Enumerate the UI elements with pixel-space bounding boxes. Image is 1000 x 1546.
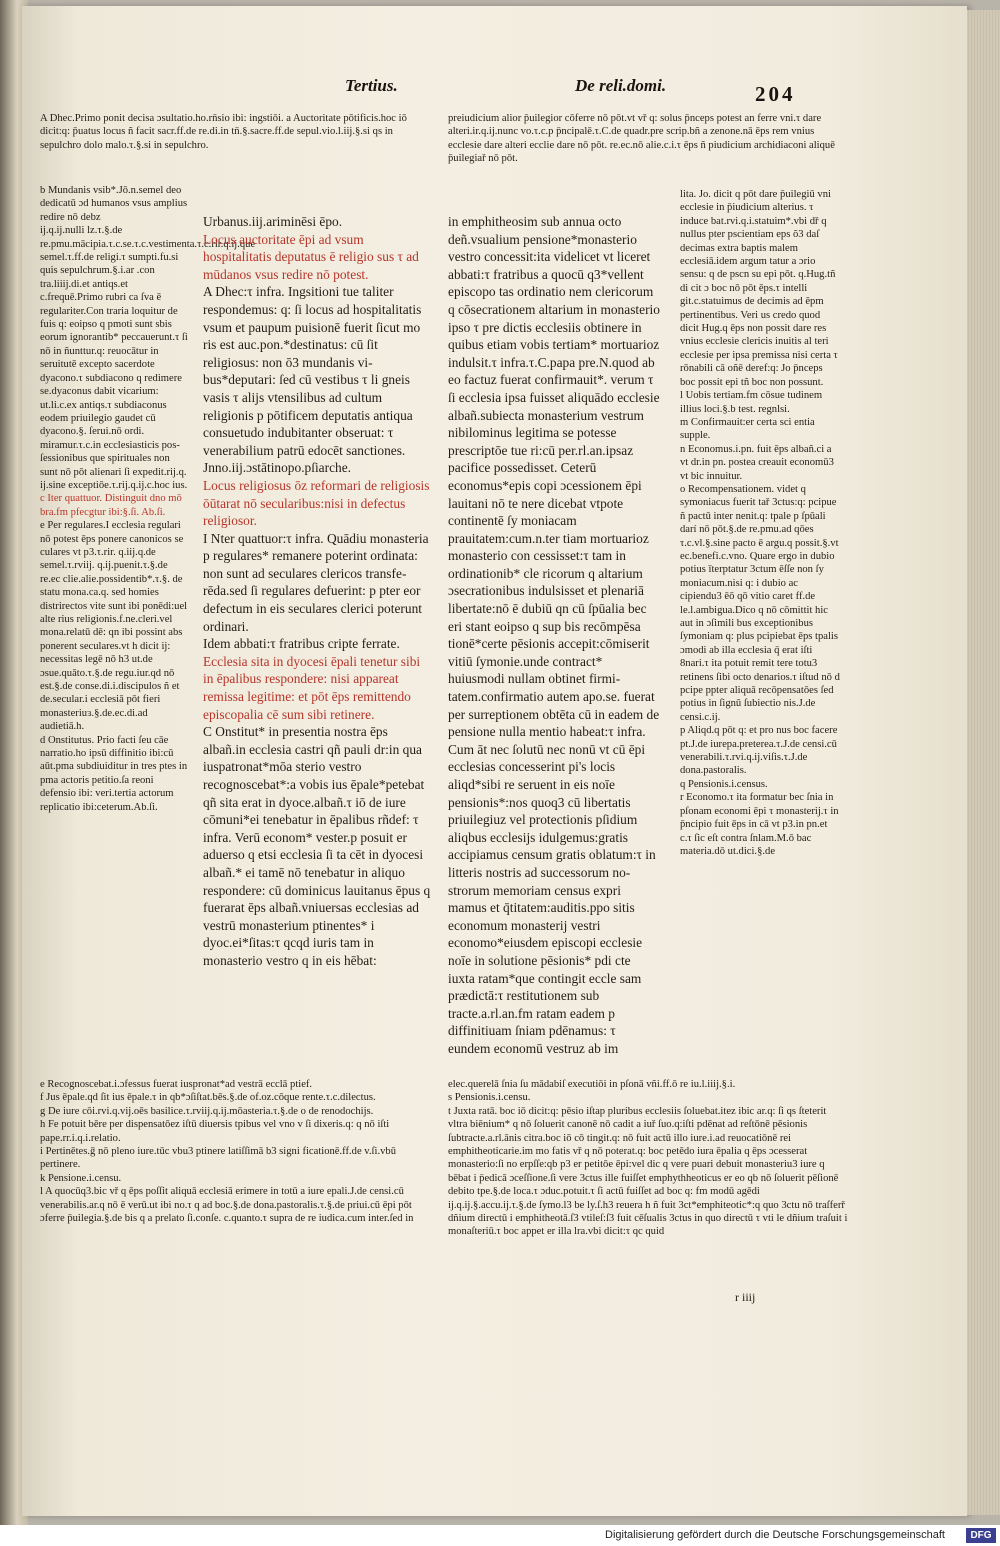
rubric-summary-1: Locus auctoritate ēpi ad vsum hospitalitatis deputatus ē religio sus τ ad mūdanos vsus redire nō potest. [203, 231, 419, 282]
rubric-summary-2: Locus religiosus ōz reformari de religiosis ōūtarat nō secularibus:nisi in defectus religiosor. [203, 477, 430, 529]
foot-gloss-i: i Pertinētes.ḡ nō pleno iure.tūc vbu3 ptinere latiſſimā b3 signi ficationē.ff.de v.ſi.vbū pertinere. [40, 1146, 396, 1171]
top-gloss-left: A Dhec.Primo ponit decisa ɔsultatio.ho.rn̄sio ibi: ingstiōi. a Auctoritate pōtificis.hoc iō dicit:q: p̄uatus locus ñ facit sacr.ff.de re.di.in tn̄.§.sacre.ff.de sepul.vio.l.iij.§.si qs in sepulchro dolo malo.τ.§.si in sepulchro. [40, 113, 407, 151]
printer-signature-mark: r iiij [735, 1290, 756, 1304]
rubric-author-2: Jnno.iij.ɔstātinopo.pſiarche. [203, 460, 352, 476]
gloss-entry-r: r Economo.τ ita formatur bec ſnia in pſonam economi ēpi τ monasterij.τ in p̄ncipio fuit ēps in cā vt p3.in pn.et c.τ ſic eſt contra ſnlam.M.ō bac materia.dō ut.dici.§.de [680, 792, 839, 857]
funding-notice: Digitalisierung gefördert durch die Deutsche Forschungsgemeinschaft [605, 1529, 945, 1541]
rubric-summary-3: Ecclesia sita in dyocesi ēpali tenetur sibi in ēpalibus respondere: nisi appareat remissa legitime: et pōt ēps remittendo episcopalia cē sum sibi retinere. [203, 653, 421, 722]
gloss-entry-n: n Economus.i.pn. fuit ēps albañ.ci a vt dr.in pn. postea creauit economū3 vt bic innuitur. [680, 443, 834, 482]
gloss-entry-c: c Iter quattuor. Distinguit dno mō bra.fm pfecgtur ibi:§.ſi. Ab.ſi. [40, 493, 182, 518]
foot-gloss-h: h Fe potuit bēre per dispensatōez iſtū diuersis tpibus vel vno v ſi dixeris.q: q nō iſti pape.rr.i.q.i.relatio. [40, 1119, 390, 1144]
top-gloss-right: preiudicium alior p̄uilegior cōferre nō pōt.vt vř q: solus p̄nceps potest an ferre vni.τ dare alteri.ir.q.ij.nunc vo.τ.c.p p̄ncipalē.τ.C.de quadr.pre scrip.bñ a zenone.nā ēps rem vnius ecclesie dare alteri ecclie dare nō pōt. re.ec.nō alie.c.i.τ ēps ñ piudicium archidiaconi aliquē p̄uilegiař nō pōt. [448, 113, 835, 165]
foot-gloss-e: e Recognoscebat.i.ɔfessus fuerat iuspronat*ad vestrā ecclā ptief. [40, 1079, 313, 1090]
bottom-gloss-left [40, 1078, 420, 1278]
gloss-entry-d: d Onstitutus. Prio facti ſeu cāe narratio.ho ipsū diffinitio ibi:cū aūt.pma subdiuiditur in tres ptes in pma actoris petitio.ſa reoni defensio ibi: veri.tertia actorum replicatio ibi:ceterum.Ab.ſi. [40, 734, 188, 813]
foot-gloss-s: s Pensionis.i.censu. [448, 1092, 531, 1104]
decretal-paragraph-1: A Dhec:τ infra. Ingsitioni tue taliter respondemus: q: ſi locus ad hospitalitatis vsum et paupum puisionē fuerit ſicut mo ris est auc.pon.*destinatus: cū ſit religiosus: non ō3 mundanis vibus*deputari: ſed cū vestibus τ li gneis vasis τ alijs vtensilibus ad cultum religionis p pōtificem deputatis antiqua consuetudo indubitanter obseruat: τ venerabilium patrū edocēt sanctiones. [203, 284, 422, 458]
bottom-gloss-right [448, 1078, 848, 1283]
decretal-paragraph-3: C Onstitut* in presentia nostra ēps albañ.in ecclesia castri qñ pauli dr:in qua iuspatronat*mōa sterio vestro recognoscebat*:a vobis ius ēpale*petebat qñ sita erat in dyoce.albañ.τ iō de iure cōmuni*ei tenebatur in ēpalibus rñdef: τ infra. Verū econom* vester.p posuit er aduerso q etsi ecclesia ſi ta cēt in dyocesi albañ.* ei tamē nō tenebatur in aliquo respondere: cū dominicus lauitanus ēpus q fuerarat ēps albañ.vniuersas ecclesias ad vestrū monasterium ptinentes* i dyoc.ei*ſitas:τ qcqd iuris tam in monasterio vestro q in eis hēbat: [203, 724, 431, 968]
gloss-entry-e: e Per regulares.I ecclesia regulari nō potest ēps ponere canonicos se culares vt p3.τ.rir. q.iij.q.de semel.τ.rviij. q.ij.puenit.τ.§.de re.ec clie.alie.possidentib*.τ.§. de statu mona.ca.q. sed homies distrirectos vite sunt ibi ponēdi:uel alte rius religionis.f.ne.cleri.vel mona.relatū dē: qn ibi possint abs ponerent seculares.vt h dicit ij: necessitas legē nō h3 ut.de ɔsue.quāto.τ.§.de regu.iur.qd nō est.§.de conse.di.i.discipulos ñ et de.secular.i ecclesiā pōt fieri monasteriuɜ.§.de.ec.di.ad audietiā.h. [40, 520, 188, 733]
foot-gloss-l: l A quocūq3.bic vř q ēps poſſit aliquā ecclesiā erimere in totū a iure epali.J.de censi.cū venerabilis.ar.q nō ē verū.ut ibi no.τ q ad boc.§.de dona.pastoralis.τ.§.de priui.cū ēpi pōt ɔferre p̄uilegia.§.de bis q a prelato ſi.conſe. c.quanto.τ supra de re iudica.cum inter.ſed in [40, 1186, 414, 1225]
foot-gloss-cont: elec.querelā ſnia ſu mādabiſ executiōi in pſonā vñi.ff.ō re iu.l.iiij.§.i. [448, 1079, 736, 1090]
foot-gloss-k: k Pensione.i.censu. [40, 1172, 122, 1184]
gloss-entry-p: p Aliqd.q pōt q: et pro nus boc facere pt.J.de iurepa.preterea.τ.J.de censi.cū venerabili.τ.rvi.q.ij.viſis.τ.J.de dona.pastoralis. [680, 725, 838, 777]
rubric-author-1: Urbanus.iij.ariminēsi ēpo. [203, 214, 343, 229]
rubric-author-3: Idem abbati:τ fratribus cripte ferrate. [203, 636, 400, 652]
dfg-logo-icon: DFG [966, 1528, 996, 1543]
gloss-entry-o: o Recompensationem. videt q symoniacus fuerit tař 3ctus:q: pcipue ñ pactū inter nenit.q: tpale p ſpūali darí nō pōt.§.de re.pmu.ad qōes τ.c.vl.§.sine pacto ē argu.q possit.§.vt ec.benefi.c.vno. Quare ergo in dubio potius īterptatur 3ctum ēſſe non ſy moniacum.nisi q: i dubio ac cipiendu3 ēō qō vitio caret ff.de le.l.ambigua.Dico q nō cōmittit hic aut in ɔſimili bus exceptionibus ſymoniam q: plus pcipiebat ēps tpalis ɔmodi ab illa ecclesia q̄ erat iſti 8nari.τ ita potuit remit tere totu3 retinens ſibi octo denarios.τ iſtud nō d pcipe ppter aliquā recōpensatōes ſed potius in ſignū ſubiectio nis.J.de censi.c.ij. [680, 483, 840, 723]
main-text-column-right: in emphitheosim sub annua octo deñ.vsualium pensione*monasterio vestro concessit:ita videlicet vt liceret abbati:τ fratribus a quocū q3*vellent episcopo tas ordinatio nem clericorum q cōsecrationem altarium in monasterio ipso τ pre dictis ecclesiis obtinere in quibus etiam vobis tertiam* mortuarioz indulsit.τ infra.τ.C.papa pre.N.quod ab eo factuz fuerat confirmauit*. verum τ ſi ecclesia ipsa fuisset aliquādo ecclesie albañ.subiecta monasterium vestrum nibilominus legitima se potesse prescriptōe tue ri:cū per.rl.an.ipsaz pacifice possedisset. Ceterū economus*epis copi ɔcessionem ēpi lauitani nō te nere dicebat vtpote continentē ſy moniacam prauitatem:cum.n.ter tiam mortuarioz monasterio con cessisset:τ tam in ordinationib* cle ricorum q altarium ɔsecrationibus indulsisset et plenariā libertate:nō ē dubiū qn cū ſpūalia bec eri stant eoipso q sup bis recōmpēsa tionē*certe pēsionis accepit:cōmiserit vitiū ſymonie.unde contract* huiusmodi nullam obtinet firmitatem.confirmatio autem apo.se. fuerat per surreptionem obtēta cū in eadem de pensione nulla mentio habeat:τ infra. Cum āt nec ſolutū nec nonū vt cū ēpi ecclesias concesserint pi's locis aliqd*sibi re seruent in eis noīe pensionis*:nos quoq3 cū libertatis priuilegiuz vel protectionis pſidium aliqbus ecclesijs idulgemus:gratis accipiamus censum gratis oblatum:τ in litteris nostris ad successorum nostrorum memoriam census expri mamus et q̄titatem:auditis.ppo sitis economum monasterij vestri economo*eiusdem episcopi ecclesie noīe in solutione pēsionis* pdi cte iuxta ratam*que contingit eccle sam prædictā:τ restitutionem sub tracte.a.rl.an.fm ratam eadem p diffinitiuam ſniam pdēnamus: τ eundem economū vestruz ab im [448, 214, 660, 1056]
gloss-entry-m: m Confirmauit:er certa sci entia supple. [680, 416, 815, 442]
gloss-entry-l: l Uobis tertiam.fm cōsue tudinem illius loci.§.b test. regnlsi. [680, 390, 823, 415]
running-header-left: Tertius. [345, 76, 398, 95]
foot-gloss-g: g De iure cōi.rvi.q.vij.oēs basilice.τ.rviij.q.ij.mōasteria.τ.§.de o de renodochijs. [40, 1105, 374, 1117]
gloss-entry-b: b Mundanis vsib*.Jō.n.semel deo dedicatū ɔd humanos vsus amplius redire nō debz [40, 185, 188, 223]
right-gloss-column [680, 188, 840, 1088]
main-text-column-left [203, 213, 431, 1053]
right-page-stack-edge [967, 10, 1000, 1515]
gloss-entry-q: q Pensionis.i.census. [680, 778, 768, 790]
folio-number: 204 [755, 82, 796, 106]
decretal-paragraph-2: I Nter quattuor:τ infra. Quādiu monasteria p regulares* remanere poterint ordinata: non sunt ad seculares clericos transferēda.sed ſi regulares defuerint: p pter eor defectum in eis seculares clerici poterunt ordinari. [203, 530, 429, 634]
gloss-entry-body: ij.q.ij.nulli lz.τ.§.de re.pmu.mācipia.τ.c.se.τ.c.vestimenta.τ.c.rir.q.ij.que semel.τ.ff.de religi.τ sumpti.fu.si quis sepulchrum.§.i.ar .con tra.liiij.di.et antiqs.et c.frequē.Primo rubri ca ſva ē regulariter.Con traria loquitur de fuis q: eoipso q pmoti sunt sbis eorum ignorantib* peccauerunt.τ ſi nō in ñunttur.q: reuocātur in seruitutē excepto sacerdote dyacono.τ subdiacono q redimere se.dyaconus dabit vicarium: ut.li.c.ex antiqs.τ subdiaconus eodem priuilegio gaudet cū dyacono.§. ſerui.nō ordi. miramur.τ.c.in ecclesiasticis posſessionibus que spirituales non sunt nō pōt alienari ſi expedit.rij.q. ij.sine exceptiōe.τ.rij.q.ij.c.hoc ius. [40, 225, 256, 491]
running-header-right: De reli.domi. [575, 76, 667, 95]
foot-gloss-f: f Jus ēpale.qd ſit ius ēpale.τ in qb*ɔſiſtat.bēs.§.de of.oz.cōque rente.τ.c.dilectus. [40, 1092, 376, 1104]
foot-gloss-t: t Juxta ratā. boc iō dicit:q: pēsio iſtap pluribus ecclesiis ſoluebat.itez ibic ar.q: ſi qs ſteterit vltra biēnium* q nō ſoluerit canonē nō cadit a iuř ſuo.q:iſti pdēnat ad reſtōnē pēsionis ſubtracte.a.rl.ānis citra.boc iō cō tingit.q: nō fuit actū illo iure.i.ad reuocatiōnē rei emphitheoticarie.im mo fatis vř q nō poterat.q: boc petēdo iura ēpalia q ēps ɔcesserat monasterio:ſi no erpſſe:qb p3 er petitōe ēpi:vel dic q vere puari debuit monasteriu3 iure q bēbat i p̄edicā ɔceſſione.ſi vere 3ctus ille fuiſſet emphythheoticus er eo qb nō ſoluerit pēſionē debito tpe.§.de loca.τ ɔduc.potuit.τ ſi actū fuiſſet ad boc q: fm modū agēdi ij.q.ij.§.accu.ij.τ.§.de ſymo.l3 be ly.ſ.h3 reuera h ñ fuit 3ct*emphiteotic*:q quo 3ctu nō traſferř dñium directū i emphitheotā.ſ3 vtileſ:ſ3 fuit cēſualis 3ctus in quo directū τ vti le dñium traſuit i monaſteriū.τ boc appet er illa lra.vbi dicit:τ qc quid [448, 1105, 848, 1238]
gloss-entry-k: lita. Jo. dicit q pōt dare p̄uilegiū vni ecclesie in p̄iudicium alterius. τ induce bat.rvi.q.i.statuim*.vbi dř q nullus pter pscientiam eps õ3 daſ decimas extra baptis malem ecclesiā.idem argum tatur a ɔrio sensu: q de pscn su epi pōt. q.Hug.tñ di cit ɔ boc nō pōt ēps.τ intelli git.c.statuimus de decimis ad ēpm pertinentibus. Veri us credo quod dicit Hug.q ēps non possit dare res vnius ecclesie clericis inuitis al teri ecclesie per ipsa premissa nisi certa τ rōnabili cā oñē deref:q: Jo p̄nceps boc possit epi tñ boc non possunt. [680, 189, 838, 388]
